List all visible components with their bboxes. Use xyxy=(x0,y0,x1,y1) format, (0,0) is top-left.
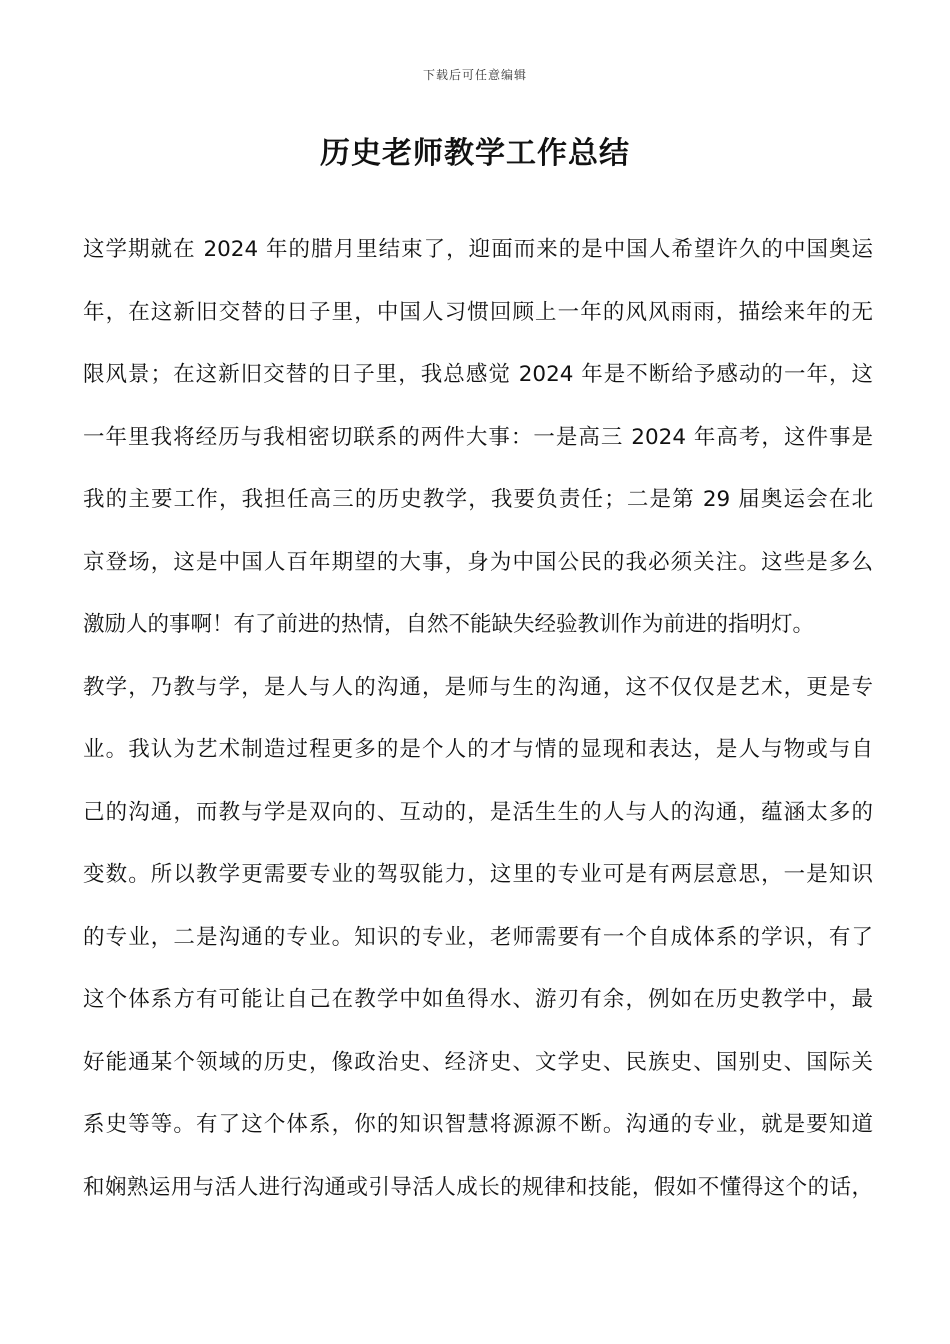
body-line: 己的沟通，而教与学是双向的、互动的，是活生生的人与人的沟通，蕴涵太多的 xyxy=(83,799,873,825)
body-line: 的专业，二是沟通的专业。知识的专业，老师需要有一个自成体系的学识，有了 xyxy=(83,924,873,950)
header-note: 下载后可任意编辑 xyxy=(422,68,527,82)
body-line: 和娴熟运用与活人进行沟通或引导活人成长的规律和技能，假如不懂得这个的话， xyxy=(83,1174,873,1200)
body-line: 我的主要工作，我担任高三的历史教学，我要负责任；二是第 29 届奥运会在北 xyxy=(83,487,873,512)
body-line: 京登场，这是中国人百年期望的大事，身为中国公民的我必须关注。这些是多么 xyxy=(83,549,873,575)
body-line: 年，在这新旧交替的日子里，中国人习惯回顾上一年的风风雨雨，描绘来年的无 xyxy=(83,299,873,325)
body-line: 限风景；在这新旧交替的日子里，我总感觉 2024 年是不断给予感动的一年，这 xyxy=(83,362,873,387)
body-line: 这个体系方有可能让自己在教学中如鱼得水、游刃有余，例如在历史教学中，最 xyxy=(83,987,873,1012)
body-line: 系史等等。有了这个体系，你的知识智慧将源源不断。沟通的专业，就是要知道 xyxy=(83,1112,873,1137)
body-line: 激励人的事啊！有了前进的热情，自然不能缺失经验教训作为前进的指明灯。 xyxy=(83,612,815,637)
document-title: 历史老师教学工作总结 xyxy=(320,136,630,171)
body-line: 一年里我将经历与我相密切联系的两件大事：一是高三 2024 年高考，这件事是 xyxy=(83,424,873,450)
body-line: 好能通某个领域的历史，像政治史、经济史、文学史、民族史、国别史、国际关 xyxy=(83,1049,873,1075)
body-line: 教学，乃教与学，是人与人的沟通，是师与生的沟通，这不仅仅是艺术，更是专 xyxy=(83,674,873,700)
body-line: 这学期就在 2024 年的腊月里结束了，迎面而来的是中国人希望许久的中国奥运 xyxy=(83,237,873,262)
body-line: 变数。所以教学更需要专业的驾驭能力，这里的专业可是有两层意思，一是知识 xyxy=(83,862,873,887)
document-body xyxy=(83,219,873,1219)
body-line: 业。我认为艺术制造过程更多的是个人的才与情的显现和表达，是人与物或与自 xyxy=(83,737,873,762)
